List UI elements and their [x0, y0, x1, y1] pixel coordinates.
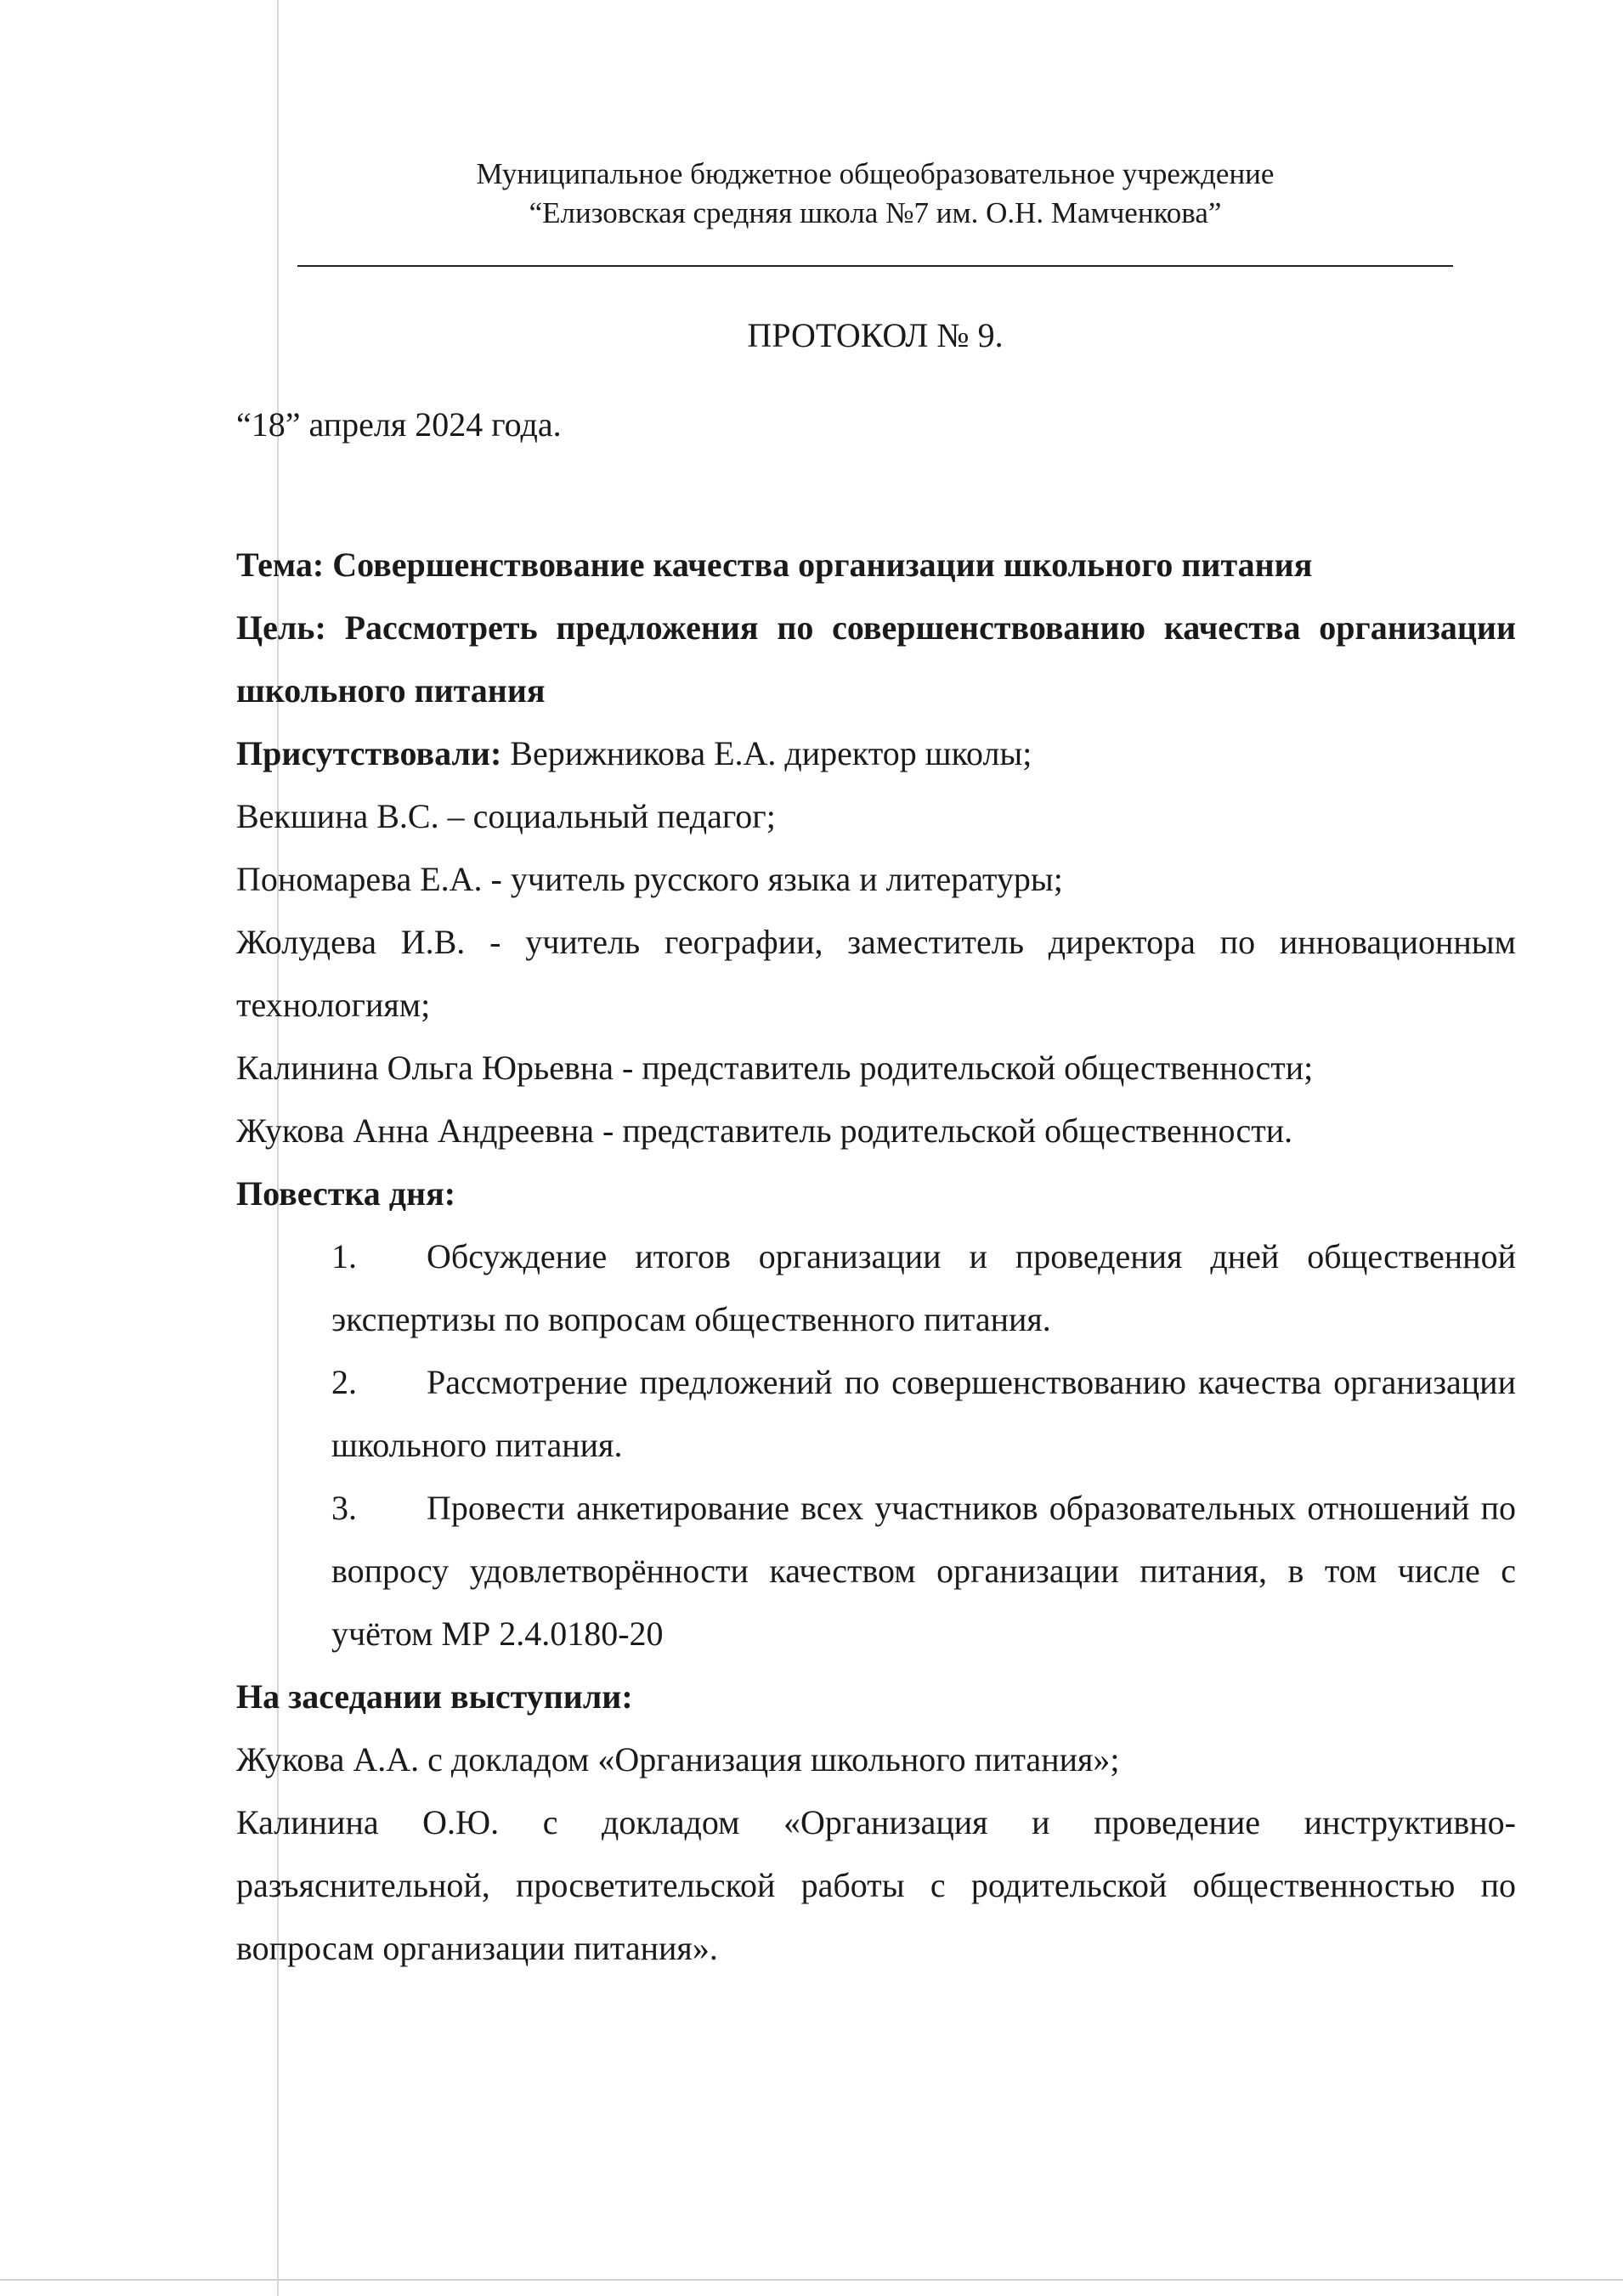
attendee-1: Верижникова Е.А. директор школы;	[510, 734, 1032, 772]
attendee-2: Векшина В.С. – социальный педагог;	[236, 797, 776, 835]
agenda-item-number: 3.	[331, 1489, 357, 1527]
protocol-date: “18” апреля 2024 года.	[236, 405, 562, 444]
protocol-body	[236, 534, 1516, 1980]
topic-paragraph	[236, 534, 1516, 597]
topic-label: Тема:	[236, 546, 325, 584]
goal-paragraph	[236, 597, 1516, 722]
agenda-item	[331, 1225, 1516, 1351]
topic-text: Совершенствование качества организации школьного питания	[332, 546, 1313, 584]
goal-text: Рассмотреть предложения по совершенствованию качества организации школьного питания	[236, 608, 1516, 710]
agenda-item-text: Обсуждение итогов организации и проведения дней общественной экспертизы по вопросам общественного питания.	[331, 1237, 1516, 1338]
agenda-item-text: Рассмотрение предложений по совершенствованию качества организации школьного питания.	[331, 1363, 1516, 1464]
institution-line-2: “Елизовская средняя школа №7 им. О.Н. Мамченкова”	[529, 196, 1222, 229]
agenda-item-text: Провести анкетирование всех участников образовательных отношений по вопросу удовлетворённости качеством организации питания, в том числе с учётом МР 2.4.0180-20	[331, 1489, 1516, 1653]
institution-header	[297, 155, 1453, 233]
protocol-title: ПРОТОКОЛ № 9.	[747, 316, 1004, 354]
agenda-item-number: 2.	[331, 1363, 357, 1401]
goal-label: Цель:	[236, 608, 326, 647]
agenda-label: Повестка дня:	[236, 1174, 456, 1213]
speakers-label: На заседании выступили:	[236, 1677, 633, 1716]
speaker-1: Жукова А.А. с докладом «Организация школьного питания»;	[236, 1740, 1120, 1779]
institution-line-1: Муниципальное бюджетное общеобразовательное учреждение	[476, 157, 1275, 190]
scan-bottom-line	[0, 2279, 1623, 2281]
agenda-item	[331, 1351, 1516, 1477]
speaker-2: Калинина О.Ю. с докладом «Организация и проведение инструктивно-разъяснительной, просветительской работы с родительской общественностью по вопросам организации питания».	[236, 1803, 1516, 1967]
agenda-list	[236, 1225, 1516, 1665]
attendee-4: Жолудева И.В. - учитель географии, заместитель директора по инновационным технологиям;	[236, 923, 1516, 1024]
agenda-item-number: 1.	[331, 1237, 357, 1275]
attendee-5: Калинина Ольга Юрьевна - представитель родительской общественности;	[236, 1049, 1314, 1087]
attendees-label: Присутствовали:	[236, 734, 502, 772]
attendee-3: Пономарева Е.А. - учитель русского языка и литературы;	[236, 860, 1063, 898]
header-divider	[297, 265, 1453, 267]
agenda-item	[331, 1477, 1516, 1665]
attendees-paragraph	[236, 722, 1516, 785]
attendee-6: Жукова Анна Андреевна - представитель родительской общественности.	[236, 1111, 1293, 1150]
